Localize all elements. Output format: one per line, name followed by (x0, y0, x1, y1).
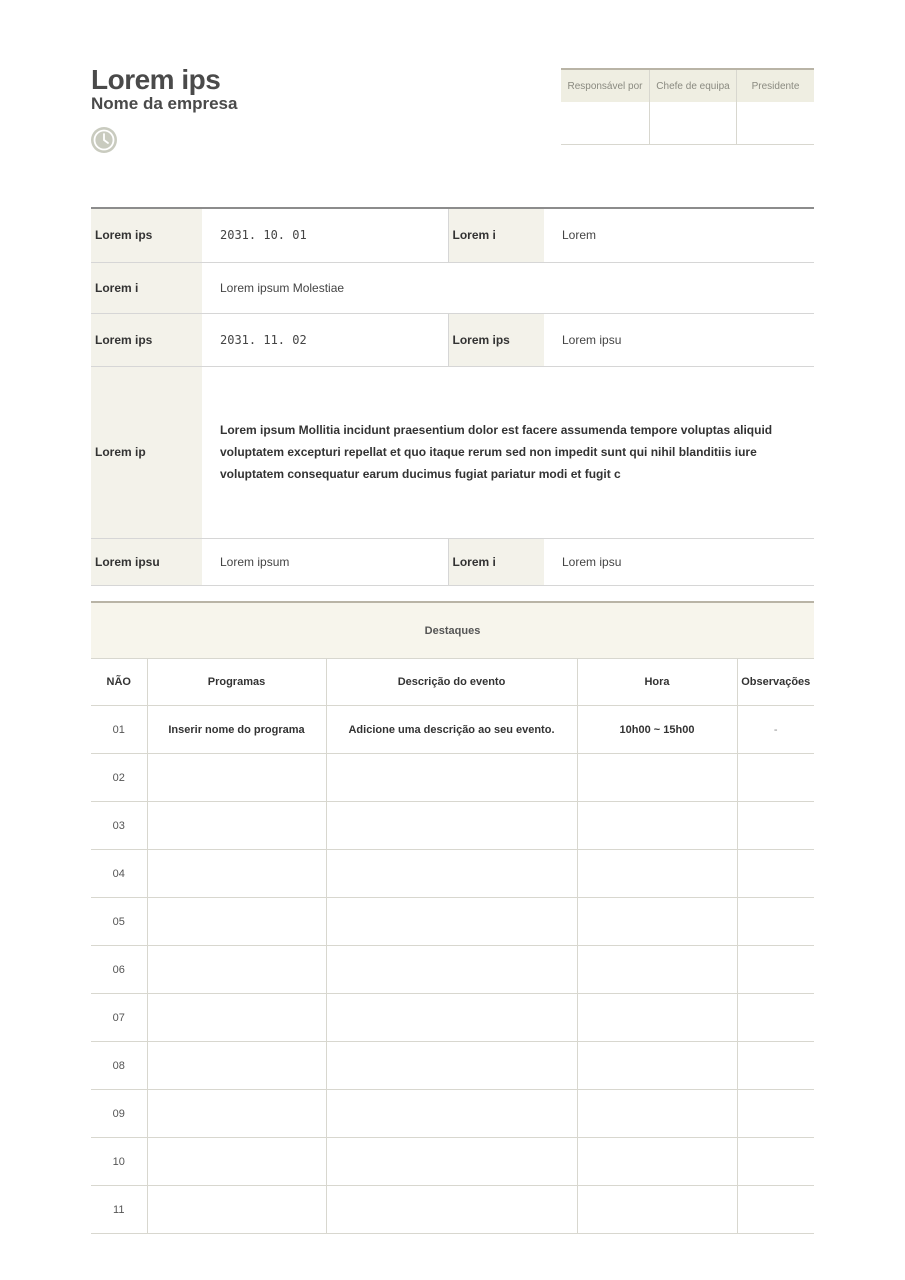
program-name-cell[interactable] (147, 1186, 326, 1234)
event-description-cell[interactable] (326, 994, 577, 1042)
row-number: 04 (91, 850, 147, 898)
time-cell[interactable] (577, 994, 737, 1042)
program-rows (91, 706, 814, 1234)
row-number: 03 (91, 802, 147, 850)
notes-cell[interactable] (737, 946, 814, 994)
time-cell[interactable]: 10h00 ~ 15h00 (577, 706, 737, 754)
info-value[interactable]: Lorem ipsum (202, 538, 448, 585)
time-cell[interactable] (577, 802, 737, 850)
approval-sign-team-lead[interactable] (650, 102, 737, 145)
approval-header-team-lead: Chefe de equipa (650, 69, 737, 102)
program-name-cell[interactable] (147, 1138, 326, 1186)
notes-cell[interactable] (737, 754, 814, 802)
row-number: 02 (91, 754, 147, 802)
info-value[interactable]: Lorem ipsu (544, 313, 814, 366)
row-number: 06 (91, 946, 147, 994)
time-cell[interactable] (577, 850, 737, 898)
time-cell[interactable] (577, 898, 737, 946)
info-label: Lorem ips (91, 208, 202, 262)
program-name-cell[interactable] (147, 946, 326, 994)
notes-cell[interactable] (737, 850, 814, 898)
row-number: 11 (91, 1186, 147, 1234)
header-time: Hora (577, 659, 737, 706)
event-description-cell[interactable] (326, 1138, 577, 1186)
program-name-cell[interactable] (147, 754, 326, 802)
table-row (91, 850, 814, 898)
notes-cell[interactable] (737, 1090, 814, 1138)
approval-table (561, 68, 814, 145)
header-number: NÃO (91, 659, 147, 706)
table-row (91, 1138, 814, 1186)
info-value-date[interactable]: 2031. 11. 02 (202, 313, 448, 366)
info-table (91, 207, 814, 586)
time-cell[interactable] (577, 1186, 737, 1234)
row-number: 07 (91, 994, 147, 1042)
table-row (91, 898, 814, 946)
row-number: 01 (91, 706, 147, 754)
event-description-cell[interactable]: Adicione uma descrição ao seu evento. (326, 706, 577, 754)
info-description[interactable]: Lorem ipsum Mollitia incidunt praesentium dolor est facere assumenda tempore voluptas aliquid voluptatem excepturi repellat et quo itaque rerum sed non impedit sunt qui nihil blanditiis iure voluptatem consequatur earum ducimus fugiat pariatur modi et fugit c (202, 366, 814, 538)
event-description-cell[interactable] (326, 850, 577, 898)
info-value-date[interactable]: 2031. 10. 01 (202, 208, 448, 262)
page-title: Lorem ips (91, 64, 221, 95)
company-name: Nome da empresa (91, 94, 238, 113)
info-label: Lorem ips (91, 313, 202, 366)
approval-header-responsible: Responsável por (561, 69, 650, 102)
notes-cell[interactable] (737, 1042, 814, 1090)
time-cell[interactable] (577, 1042, 737, 1090)
info-label: Lorem ips (448, 313, 544, 366)
notes-cell[interactable] (737, 1138, 814, 1186)
info-label: Lorem i (448, 208, 544, 262)
event-description-cell[interactable] (326, 898, 577, 946)
table-row (91, 994, 814, 1042)
info-label: Lorem i (91, 262, 202, 313)
time-cell[interactable] (577, 946, 737, 994)
event-description-cell[interactable] (326, 754, 577, 802)
program-caption: Destaques (91, 602, 814, 659)
event-description-cell[interactable] (326, 802, 577, 850)
table-row (91, 1186, 814, 1234)
info-value[interactable]: Lorem ipsu (544, 538, 814, 585)
program-name-cell[interactable] (147, 994, 326, 1042)
notes-cell[interactable] (737, 994, 814, 1042)
table-row (91, 1090, 814, 1138)
table-row (91, 706, 814, 754)
header-programs: Programas (147, 659, 326, 706)
time-cell[interactable] (577, 1138, 737, 1186)
program-name-cell[interactable] (147, 850, 326, 898)
table-row (91, 1042, 814, 1090)
event-description-cell[interactable] (326, 1186, 577, 1234)
info-label: Lorem ipsu (91, 538, 202, 585)
program-name-cell[interactable]: Inserir nome do programa (147, 706, 326, 754)
info-label: Lorem i (448, 538, 544, 585)
table-row (91, 802, 814, 850)
info-value[interactable]: Lorem (544, 208, 814, 262)
clock-icon (90, 126, 118, 154)
time-cell[interactable] (577, 754, 737, 802)
table-row (91, 754, 814, 802)
program-name-cell[interactable] (147, 898, 326, 946)
notes-cell[interactable]: - (737, 706, 814, 754)
info-label: Lorem ip (91, 366, 202, 538)
program-table (91, 601, 814, 1234)
notes-cell[interactable] (737, 802, 814, 850)
approval-header-president: Presidente (737, 69, 815, 102)
row-number: 10 (91, 1138, 147, 1186)
program-name-cell[interactable] (147, 802, 326, 850)
info-value[interactable]: Lorem ipsum Molestiae (202, 262, 814, 313)
event-description-cell[interactable] (326, 946, 577, 994)
event-description-cell[interactable] (326, 1042, 577, 1090)
header-notes: Observações (737, 659, 814, 706)
notes-cell[interactable] (737, 1186, 814, 1234)
program-name-cell[interactable] (147, 1042, 326, 1090)
event-description-cell[interactable] (326, 1090, 577, 1138)
time-cell[interactable] (577, 1090, 737, 1138)
row-number: 09 (91, 1090, 147, 1138)
approval-sign-president[interactable] (737, 102, 815, 145)
table-row (91, 946, 814, 994)
row-number: 08 (91, 1042, 147, 1090)
row-number: 05 (91, 898, 147, 946)
approval-sign-responsible[interactable] (561, 102, 650, 145)
program-name-cell[interactable] (147, 1090, 326, 1138)
notes-cell[interactable] (737, 898, 814, 946)
header-description: Descrição do evento (326, 659, 577, 706)
